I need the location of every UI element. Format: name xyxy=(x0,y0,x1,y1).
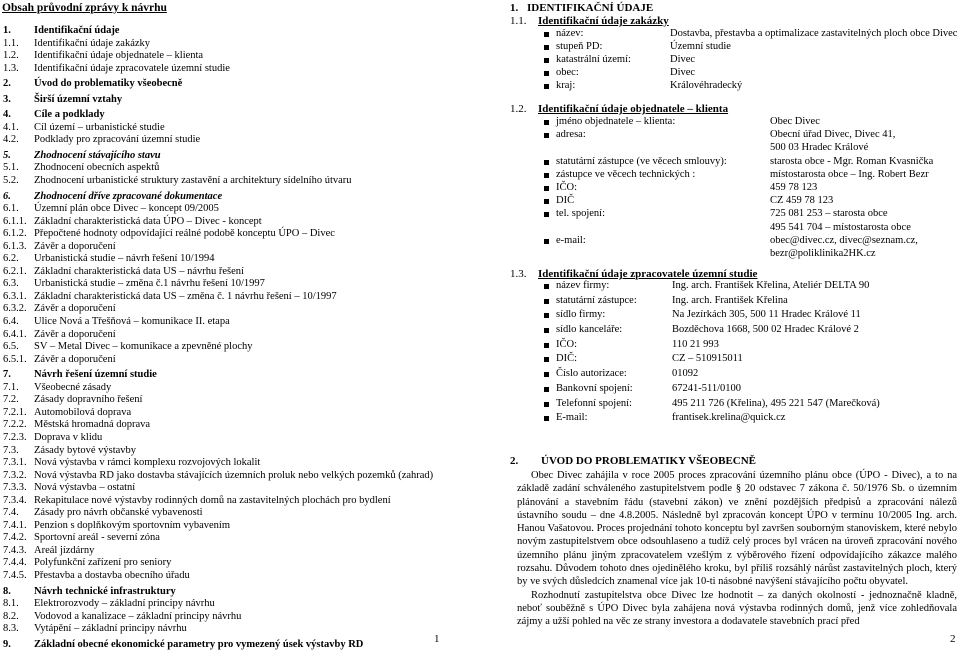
toc-item-text: Závěr a doporučení xyxy=(34,240,116,252)
toc-item[interactable] xyxy=(3,507,473,520)
info-label: kraj: xyxy=(556,79,576,91)
order-identification-list xyxy=(544,28,960,92)
toc-item[interactable] xyxy=(3,639,473,652)
info-row xyxy=(544,339,960,354)
toc-item[interactable] xyxy=(3,445,473,458)
toc-item-number: 7. xyxy=(3,369,11,381)
bullet-icon xyxy=(544,160,549,165)
toc-item[interactable] xyxy=(3,191,473,204)
toc-item[interactable] xyxy=(3,407,473,420)
info-row xyxy=(544,54,960,67)
bullet-icon xyxy=(544,186,549,191)
bullet-icon xyxy=(544,313,549,318)
info-value: 01092 xyxy=(672,368,699,380)
toc-item-number: 7.3.4. xyxy=(3,494,27,506)
toc-item[interactable] xyxy=(3,329,473,342)
toc-item-text: Identifikační údaje objednatele – klienta xyxy=(34,50,204,62)
toc-item-text: Urbanistická studie – návrh řešení 10/1994 xyxy=(34,253,215,265)
toc-item[interactable] xyxy=(3,216,473,229)
toc-item[interactable] xyxy=(3,495,473,508)
info-label: název firmy: xyxy=(556,280,610,291)
page-number-right: 2 xyxy=(950,633,956,645)
toc-item[interactable] xyxy=(3,419,473,432)
table-of-contents xyxy=(3,25,473,651)
toc-item-text: Úvod do problematiky všeobecně xyxy=(34,78,183,90)
bullet-icon xyxy=(544,402,549,407)
info-row xyxy=(544,182,960,195)
info-value: Územní studie xyxy=(670,40,731,52)
info-value: Dostavba, přestavba a optimalizace zastavitelných ploch obce Divec xyxy=(670,28,958,39)
info-row xyxy=(544,195,960,208)
toc-item-number: 6.5. xyxy=(3,341,19,353)
info-value: Divec xyxy=(670,53,696,65)
info-value: 110 21 993 xyxy=(672,338,719,350)
toc-item-number: 7.3. xyxy=(3,444,19,456)
toc-item-text: Zásady pro návrh občanské vybavenosti xyxy=(34,507,203,519)
info-row xyxy=(544,412,960,427)
toc-item-text: Závěr a doporučení xyxy=(34,328,116,340)
bullet-icon xyxy=(544,173,549,178)
section-2-number: 2. xyxy=(510,455,519,467)
info-row xyxy=(544,368,960,383)
toc-item-number: 6.2.1. xyxy=(3,265,27,277)
info-value: 495 541 704 – místostarosta obce xyxy=(770,221,911,233)
info-label: Bankovní spojení: xyxy=(556,382,633,394)
info-label: Telefonní spojení: xyxy=(556,397,632,409)
bullet-icon xyxy=(544,212,549,217)
toc-item-text: Podklady pro zpracování územní studie xyxy=(34,134,201,146)
toc-item-number: 7.4.4. xyxy=(3,557,27,569)
toc-item-number: 5.1. xyxy=(3,162,19,174)
toc-item-text: SV – Metal Divec – komunikace a zpevněné plochy xyxy=(34,341,253,353)
info-label: adresa: xyxy=(556,129,586,141)
page-number-left: 1 xyxy=(434,633,440,645)
toc-item-text: Cíl území – urbanistické studie xyxy=(34,121,165,133)
toc-item-text: Základní charakteristická data US – návrhu řešení xyxy=(34,265,244,277)
toc-item-text: Identifikační údaje zpracovatele územní studie xyxy=(34,62,230,74)
section-1-1-heading xyxy=(510,15,669,27)
toc-item-text: Ulice Nová a Třešňová – komunikace II. etapa xyxy=(34,316,230,328)
info-label: Číslo autorizace: xyxy=(556,368,627,380)
info-value: Obecní úřad Divec, Divec 41, xyxy=(770,129,896,141)
toc-item[interactable] xyxy=(3,109,473,122)
info-row xyxy=(544,295,960,310)
info-label: stupeň PD: xyxy=(556,40,603,52)
info-row xyxy=(544,129,960,142)
info-value: 500 03 Hradec Králové xyxy=(770,142,869,154)
toc-item-text: Závěr a doporučení xyxy=(34,303,116,315)
toc-item[interactable] xyxy=(3,341,473,354)
section-1-1-title: Identifikační údaje zakázky xyxy=(538,15,669,27)
info-row xyxy=(544,353,960,368)
info-label: IČO: xyxy=(556,181,577,193)
toc-item[interactable] xyxy=(3,78,473,91)
toc-item[interactable] xyxy=(3,482,473,495)
bullet-icon xyxy=(544,133,549,138)
toc-item-text: Vodovod a kanalizace – základní principy návrhu xyxy=(34,610,242,622)
info-label: obec: xyxy=(556,66,579,78)
info-label: E-mail: xyxy=(556,412,588,424)
toc-item[interactable] xyxy=(3,586,473,599)
toc-item-number: 7.3.1. xyxy=(3,457,27,469)
toc-item-number: 5. xyxy=(3,149,11,161)
info-label: statutární zástupce (ve věcech smlouvy): xyxy=(556,155,727,167)
toc-item[interactable] xyxy=(3,278,473,291)
bullet-icon xyxy=(544,239,549,244)
info-value: Obec Divec xyxy=(770,116,820,127)
toc-item[interactable] xyxy=(3,291,473,304)
toc-item-number: 6. xyxy=(3,190,11,202)
info-label: sídlo firmy: xyxy=(556,309,606,321)
paragraph: Rozhodnutí zastupitelstva obce Divec lze hodnotit – za daných okolností - jednoznačně kladně, neboť souběžně s ÚPO Divec byla zahájena nová výstavba rodinných domů, jenž více zohledňovala zájmy a užší pohled na věc ze strany investora a dodavatele stavebních prací před xyxy=(517,589,957,628)
toc-item-number: 8.1. xyxy=(3,598,19,610)
bullet-icon xyxy=(544,58,549,63)
toc-item[interactable] xyxy=(3,369,473,382)
toc-item-number: 6.1. xyxy=(3,203,19,215)
toc-item[interactable] xyxy=(3,520,473,533)
bullet-icon xyxy=(544,387,549,392)
toc-item-text: Cíle a podklady xyxy=(34,109,105,121)
toc-item-text: Územní plán obce Divec – koncept 09/2005 xyxy=(34,203,219,215)
toc-item[interactable] xyxy=(3,175,473,188)
toc-item[interactable] xyxy=(3,394,473,407)
info-label: jméno objednatele – klienta: xyxy=(556,116,676,127)
toc-item-number: 7.4.5. xyxy=(3,569,27,581)
section-1-2-title: Identifikační údaje objednatele – klienta xyxy=(538,103,729,115)
info-value: CZ – 510915011 xyxy=(672,353,743,365)
toc-item-text: Návrh řešení územní studie xyxy=(34,369,157,381)
toc-item[interactable] xyxy=(3,134,473,147)
info-value: Ing. arch. František Křelina, Ateliér DELTA 90 xyxy=(672,280,870,291)
toc-item[interactable] xyxy=(3,623,473,636)
section-1-3-heading xyxy=(510,268,757,280)
info-row xyxy=(544,41,960,54)
toc-item-text: Návrh technické infrastruktury xyxy=(34,585,176,597)
info-row xyxy=(544,142,960,155)
toc-item[interactable] xyxy=(3,598,473,611)
toc-item[interactable] xyxy=(3,94,473,107)
bullet-icon xyxy=(544,71,549,76)
section-2-text xyxy=(517,469,957,629)
toc-title: Obsah průvodní zprávy k návrhu xyxy=(2,2,167,14)
info-value: Divec xyxy=(670,66,696,78)
toc-item-text: Základní charakteristická data ÚPO – Divec - koncept xyxy=(34,215,262,227)
bullet-icon xyxy=(544,328,549,333)
info-label: e-mail: xyxy=(556,234,586,246)
toc-item-number: 6.1.1. xyxy=(3,215,27,227)
toc-item-number: 6.2. xyxy=(3,253,19,265)
toc-item[interactable] xyxy=(3,570,473,583)
toc-item-number: 7.2. xyxy=(3,394,19,406)
toc-item-text: Zhodnocení obecních aspektů xyxy=(34,162,160,174)
toc-item[interactable] xyxy=(3,303,473,316)
info-label: název: xyxy=(556,28,584,39)
toc-item-number: 7.3.2. xyxy=(3,469,27,481)
info-value: Na Jezírkách 305, 500 11 Hradec Králové 11 xyxy=(672,309,861,321)
toc-item[interactable] xyxy=(3,470,473,483)
toc-item-number: 6.4. xyxy=(3,316,19,328)
bullet-icon xyxy=(544,199,549,204)
toc-item-number: 8. xyxy=(3,585,11,597)
info-value: CZ 459 78 123 xyxy=(770,195,834,207)
toc-item-text: Nová výstavba – ostatní xyxy=(34,482,136,494)
toc-item-number: 3. xyxy=(3,93,11,105)
section-1-2-heading xyxy=(510,103,728,115)
toc-item-number: 4. xyxy=(3,109,11,121)
info-row xyxy=(544,208,960,221)
toc-item[interactable] xyxy=(3,50,473,63)
toc-item-text: Městská hromadná doprava xyxy=(34,419,151,431)
section-1-1-number: 1.1. xyxy=(510,15,527,27)
info-label: katastrální území: xyxy=(556,53,631,65)
bullet-icon xyxy=(544,343,549,348)
toc-item-text: Doprava v klidu xyxy=(34,431,103,443)
toc-item-number: 4.2. xyxy=(3,134,19,146)
bullet-icon xyxy=(544,299,549,304)
info-value: bezr@poliklinika2HK.cz xyxy=(770,247,876,259)
toc-item[interactable] xyxy=(3,457,473,470)
info-label: sídlo kanceláře: xyxy=(556,324,623,336)
section-1-title: IDENTIFIKAČNÍ ÚDAJE xyxy=(527,2,654,14)
toc-item-text: Závěr a doporučení xyxy=(34,353,116,365)
section-1-heading xyxy=(510,2,653,14)
toc-item-text: Rekapitulace nové výstavby rodinných domů na zastavitelných plochách pro bydlení xyxy=(34,494,391,506)
toc-item[interactable] xyxy=(3,545,473,558)
info-row xyxy=(544,222,960,235)
bullet-icon xyxy=(544,284,549,289)
toc-item-text: Všeobecné zásady xyxy=(34,381,112,393)
info-label: tel. spojení: xyxy=(556,208,605,220)
toc-item-text: Nová výstavba v rámci komplexu rozvojových lokalit xyxy=(34,457,261,469)
toc-item-text: Urbanistická studie – změna č.1 návrhu řešení 10/1997 xyxy=(34,278,265,290)
toc-item-number: 6.4.1. xyxy=(3,328,27,340)
toc-item-number: 7.4.2. xyxy=(3,532,27,544)
toc-item-number: 7.2.2. xyxy=(3,419,27,431)
toc-item-text: Nová výstavba RD jako dostavba stávajících územních proluk nebo velkých pozemků (zahrad) xyxy=(34,469,434,481)
section-1-3-title: Identifikační údaje zpracovatele územní studie xyxy=(538,268,758,280)
bullet-icon xyxy=(544,416,549,421)
toc-item-text: Polyfunkční zařízení pro seniory xyxy=(34,557,172,569)
toc-item-number: 1.2. xyxy=(3,50,19,62)
toc-item-number: 6.3. xyxy=(3,278,19,290)
info-label: DIČ xyxy=(556,195,575,207)
toc-item-text: Elektrorozvody – základní principy návrhu xyxy=(34,598,215,610)
info-row xyxy=(544,248,960,261)
info-row xyxy=(544,67,960,80)
toc-item-number: 1.3. xyxy=(3,62,19,74)
info-value: frantisek.krelina@quick.cz xyxy=(672,412,786,424)
toc-item[interactable] xyxy=(3,162,473,175)
toc-item[interactable] xyxy=(3,316,473,329)
toc-item[interactable] xyxy=(3,38,473,51)
toc-item-text: Zásady dopravního řešení xyxy=(34,394,143,406)
toc-item-number: 8.2. xyxy=(3,610,19,622)
toc-item-text: Širší územní vztahy xyxy=(34,93,123,105)
toc-item-text: Zhodnocení dříve zpracované dokumentace xyxy=(34,190,223,202)
toc-item-text: Vytápění – základní principy návrhu xyxy=(34,623,187,635)
toc-item-text: Areál jízdárny xyxy=(34,544,95,556)
toc-item-text: Přepočtené hodnoty odpovídající reálné podobě konceptu ÚPO – Divec xyxy=(34,228,335,240)
info-value: 495 211 726 (Křelina), 495 221 547 (Marečková) xyxy=(672,397,880,409)
toc-item-number: 7.4. xyxy=(3,507,19,519)
toc-item-number: 1.1. xyxy=(3,37,19,49)
toc-item-number: 6.1.3. xyxy=(3,240,27,252)
info-row xyxy=(544,383,960,398)
info-row xyxy=(544,156,960,169)
info-row xyxy=(544,309,960,324)
info-row xyxy=(544,28,960,41)
toc-item-text: Zhodnocení urbanistické struktury zastavění a architektury sídelního útvaru xyxy=(34,175,352,187)
info-row xyxy=(544,169,960,182)
info-label: zástupce ve věcech technických : xyxy=(556,168,696,180)
info-value: 459 78 123 xyxy=(770,181,818,193)
toc-item-number: 7.2.1. xyxy=(3,406,27,418)
section-1-number: 1. xyxy=(510,2,519,14)
info-value: 725 081 253 – starosta obce xyxy=(770,208,888,220)
section-2-heading xyxy=(510,455,756,467)
toc-item-number: 7.3.3. xyxy=(3,482,27,494)
processor-identification-list xyxy=(544,280,960,427)
info-value: 67241-511/0100 xyxy=(672,382,742,394)
toc-item-number: 5.2. xyxy=(3,175,19,187)
toc-item[interactable] xyxy=(3,432,473,445)
toc-item-number: 7.2.3. xyxy=(3,431,27,443)
info-label: IČO: xyxy=(556,338,577,350)
toc-item[interactable] xyxy=(3,253,473,266)
bullet-icon xyxy=(544,32,549,37)
toc-item[interactable] xyxy=(3,203,473,216)
toc-item-number: 8.3. xyxy=(3,623,19,635)
bullet-icon xyxy=(544,45,549,50)
toc-item-number: 6.3.1. xyxy=(3,290,27,302)
section-1-3-number: 1.3. xyxy=(510,268,527,280)
toc-item[interactable] xyxy=(3,557,473,570)
toc-item[interactable] xyxy=(3,63,473,76)
toc-item-text: Zásady bytové výstavby xyxy=(34,444,137,456)
toc-item[interactable] xyxy=(3,266,473,279)
toc-item-number: 2. xyxy=(3,78,11,90)
section-1-2-number: 1.2. xyxy=(510,103,527,115)
toc-item-text: Identifikační údaje zakázky xyxy=(34,37,151,49)
toc-item-text: Sportovní areál - severní zóna xyxy=(34,532,160,544)
section-2-title: ÚVOD DO PROBLEMATIKY VŠEOBECNĚ xyxy=(541,455,757,467)
info-row xyxy=(544,398,960,413)
toc-item-number: 9. xyxy=(3,638,11,650)
toc-item-text: Přestavba a dostavba obecního úřadu xyxy=(34,569,190,581)
toc-item[interactable] xyxy=(3,611,473,624)
info-row xyxy=(544,235,960,248)
toc-item-number: 6.3.2. xyxy=(3,303,27,315)
toc-item-number: 7.4.3. xyxy=(3,544,27,556)
toc-item[interactable] xyxy=(3,228,473,241)
toc-item-number: 6.1.2. xyxy=(3,228,27,240)
toc-item-text: Automobilová doprava xyxy=(34,406,132,418)
info-value: starosta obce - Mgr. Roman Kvasnička xyxy=(770,155,934,167)
info-value: Bozděchova 1668, 500 02 Hradec Králové 2 xyxy=(672,324,859,336)
bullet-icon xyxy=(544,120,549,125)
info-row xyxy=(544,116,960,129)
toc-item[interactable] xyxy=(3,122,473,135)
page-right xyxy=(484,0,960,671)
paragraph: Obec Divec zahájila v roce 2005 proces zpracování územního plánu obce (ÚPO - Divec), a to na základě zadání schváleného zastupitelstvem podle § 20 odstavec 7 zákona č. 50/1976 Sb. o územním plánování a stavebním řádu (stavební zákon) ve znění pozdějších předpisů a zpracování nálezů ústavního soudu – dne 4.8.2005. Následně byl zpracován koncept ÚPO v termínu 10/2005 Ing. arch. Hanou Vašatovou. Proces projednání tohoto konceptu byl završen souborným stanoviskem, které nebylo novým zastupitelstvem obce odsouhlaseno a tudíž celý proces byl vrácen na úroveň zpracování nového územního plánu jiným zpracovatelem vzešlým z výběrového řízení odpovídajícího zákazce malého rozsahu. Důvodem tohoto dnes ojedinělého kroku, byl příliš rozsáhlý nárůst zastavitelných ploch, který by ve svých důsledcích znamenal více jak 10-ti násobné navýšení stávajícího počtu obyvatel. xyxy=(517,470,957,588)
toc-item[interactable] xyxy=(3,354,473,367)
toc-item-number: 6.5.1. xyxy=(3,353,27,365)
toc-item[interactable] xyxy=(3,25,473,38)
info-value: obec@divec.cz, divec@seznam.cz, xyxy=(770,234,918,246)
toc-item-number: 7.4.1. xyxy=(3,519,27,531)
toc-item[interactable] xyxy=(3,241,473,254)
info-label: statutární zástupce: xyxy=(556,294,637,306)
toc-item-number: 4.1. xyxy=(3,121,19,133)
toc-item-text: Penzion s doplňkovým sportovním vybavením xyxy=(34,519,230,531)
bullet-icon xyxy=(544,357,549,362)
toc-item-number: 7.1. xyxy=(3,381,19,393)
info-row xyxy=(544,280,960,295)
toc-item-number: 1. xyxy=(3,25,11,36)
info-value: Královéhradecký xyxy=(670,79,743,91)
info-label: DIČ: xyxy=(556,353,577,365)
toc-item-text: Základní charakteristická data US – změna č. 1 návrhu řešení – 10/1997 xyxy=(34,290,337,302)
toc-item[interactable] xyxy=(3,382,473,395)
info-value: Ing. arch. František Křelina xyxy=(672,294,788,306)
toc-item-text: Zhodnocení stávajícího stavu xyxy=(34,149,161,161)
bullet-icon xyxy=(544,372,549,377)
toc-item-text: Identifikační údaje xyxy=(34,25,120,36)
toc-item-text: Základní obecné ekonomické parametry pro vymezený úsek výstavby RD xyxy=(34,638,364,650)
toc-item[interactable] xyxy=(3,532,473,545)
toc-item[interactable] xyxy=(3,150,473,163)
bullet-icon xyxy=(544,84,549,89)
info-row xyxy=(544,80,960,93)
client-identification-list xyxy=(544,116,960,261)
info-row xyxy=(544,324,960,339)
info-value: místostarosta obce – Ing. Robert Bezr xyxy=(770,168,929,180)
